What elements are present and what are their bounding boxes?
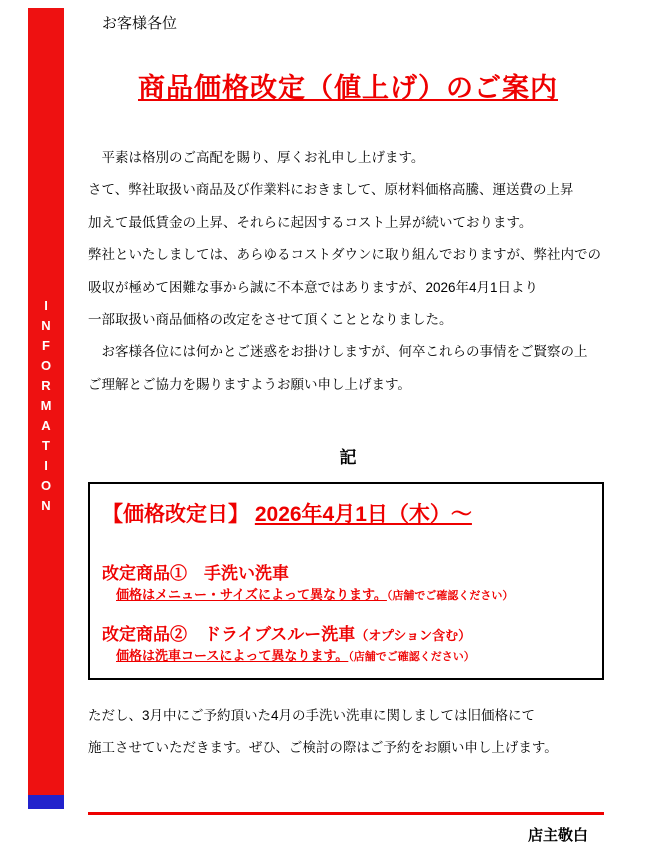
revised-item-1-note: （店舗でご確認ください） [386,590,514,602]
page-title: 商品価格改定（値上げ）のご案内 [138,73,558,103]
revised-item-2-note: （店舗でご確認ください） [348,651,475,663]
signature: 店主敬白 [527,827,588,844]
revised-item-2-detail: 価格は洗車コースによって異なります。 [116,648,349,663]
footer-paragraph-1: ただし、3月中にご予約頂いた4月の手洗い洗車に関しましては旧価格にて [88,708,536,723]
revised-item-1-title: 改定商品① 手洗い洗車 [102,564,289,583]
notice-box [88,482,604,680]
body-paragraph-4: 弊社といたしましては、あらゆるコストダウンに取り組んでおりますが、弊社内での [88,247,601,263]
revised-item-2-title: 改定商品② ドライブスルー洗車 [102,625,356,644]
body-paragraph-7: お客様各位には何かとご迷惑をお掛けしますが、何卒これらの事情をご賢察の上 [88,344,588,360]
information-side-bar-text: INFORMATION [38,298,54,518]
information-side-bar-label [28,8,64,808]
body-paragraph-6: 一部取扱い商品価格の改定をさせて頂くこととなりました。 [88,311,453,327]
information-side-bar-foot [28,795,64,809]
body-paragraph-5: 吸収が極めて困難な事から誠に不本意ではありますが、2026年4月1日より [88,279,539,295]
revised-item-1-detail-line [116,584,513,603]
document-content [88,0,608,852]
revised-item-1-detail: 価格はメニュー・サイズによって異なります。 [116,587,387,602]
revised-item-2-title-option: （オプション含む） [355,628,472,643]
footer-text [88,700,608,765]
body-paragraph-1: 平素は格別のご高配を賜り、厚くお礼申し上げます。 [88,150,425,165]
revised-item-2-detail-line [116,645,475,664]
footer-paragraph-2: 施工させていただきます。ぜひ、ご検討の際はご予約をお願い申し上げます。 [88,740,558,756]
body-paragraph-2: さて、弊社取扱い商品及び作業料におきまして、原材料価格高騰、運送費の上昇 [88,182,574,198]
information-side-bar [28,8,64,808]
body-paragraph-8: ご理解とご協力を賜りますようお願い申し上げます。 [88,376,411,392]
price-revision-date-line [102,498,472,528]
body-paragraph-3: 加えて最低賃金の上昇、それらに起因するコスト上昇が続いております。 [88,214,533,230]
addressee: お客様各位 [102,15,178,32]
bottom-rule [88,812,604,815]
body-text [88,142,608,401]
price-revision-date-value: 2026年4月1日（木）〜 [254,503,472,526]
price-revision-date-label: 【価格改定日】 [102,503,249,526]
revised-item-2-title-line [102,620,471,645]
ki-mark: 記 [339,448,357,467]
